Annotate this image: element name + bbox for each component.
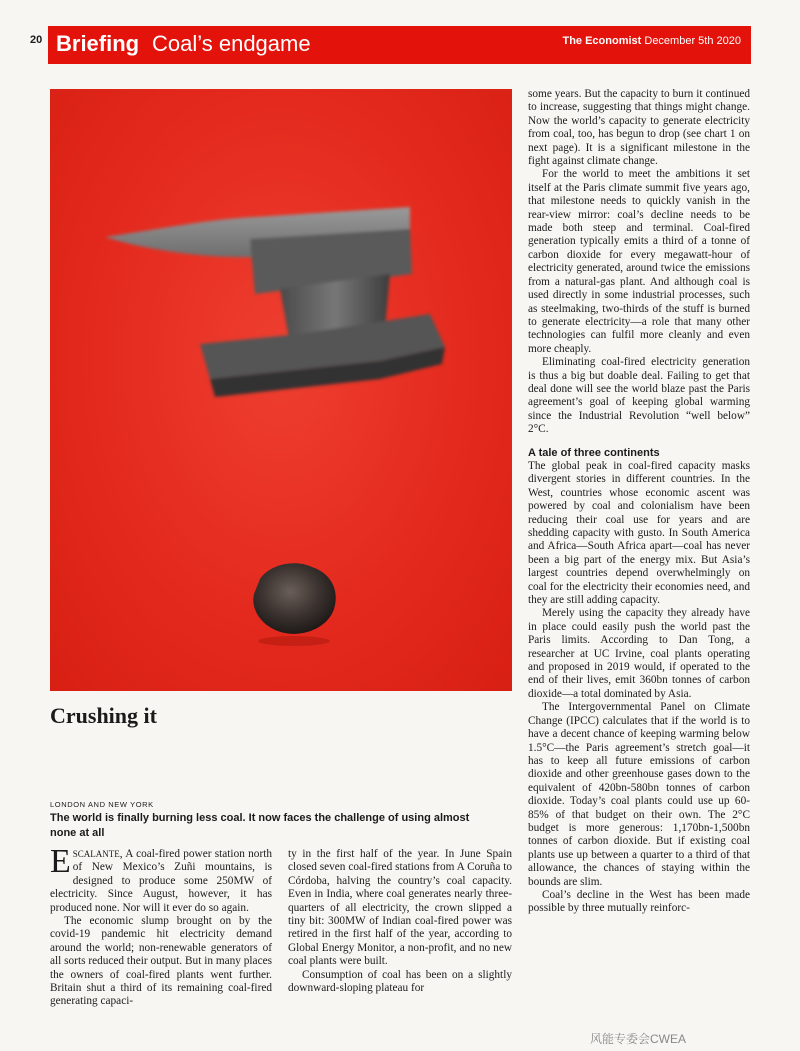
issue-date: December 5th 2020: [644, 35, 741, 47]
subheading: A tale of three continents: [528, 446, 660, 459]
paragraph: Merely using the capacity they already have in place could easily push the world past the Paris limits. According to Dan Tong, a researcher at UC Irvine, coal plants operating and proposed in 2019 would, if operated to the end of their lives, emit 360bn tonnes of carbon dioxide—a total dominated by Asia.: [528, 607, 750, 700]
drop-cap: E: [50, 843, 71, 880]
article-column-3: [528, 88, 750, 916]
paragraph: The global peak in coal-fired capacity masks divergent stories in different countries. In the West, countries whose economic ascent was powered by coal and colonialism have been reducing their coal use for years and are shedding capacity with gusto. In South America and Africa—South Africa apart—coal has never been a big part of the energy mix. But Asia’s largest countries depend overwhelmingly on coal for the electricity their economies need, and they are still adding capacity.: [528, 459, 750, 607]
anvil-icon: [105, 207, 445, 397]
article-headline: Crushing it: [50, 703, 157, 728]
page-number: 20: [30, 34, 43, 46]
paragraph: Consumption of coal has been on a slightly downward-sloping plateau for: [288, 968, 512, 995]
paragraph-text: , A coal-fired power station north of New Mexico’s Zuñi mountains, is designed to produce some 250MW of electricity. Since August, however, it has produced none. Nor will it ever do so again.: [50, 848, 272, 914]
lead-small-caps: SCALANTE: [72, 849, 120, 859]
article-column-2: [288, 848, 512, 995]
article-dateline: LONDON AND NEW YORK: [50, 800, 154, 809]
lead-photo: [50, 89, 512, 691]
publication-name: The Economist: [562, 35, 642, 47]
section-label: Briefing: [56, 31, 140, 56]
anvil-illustration: [50, 89, 512, 691]
watermark: 风能专委会CWEA: [590, 1032, 687, 1046]
paragraph: [50, 843, 272, 915]
publication-info: [562, 35, 741, 47]
paragraph: The Intergovernmental Panel on Climate Change (IPCC) calculates that if the world is to have a decent chance of keeping warming below 1.5°C—the Paris agreement’s stretch goal—it has to keep all future emissions of carbon dioxide and other greenhouse gases down to the equivalent of 420bn-580bn tonnes of carbon dioxide. Today’s coal plants could use up 60-85% of that budget on their own. The 2°C budget is more generous: 1,170bn-1,500bn tonnes of carbon dioxide. But if existing coal plants use up between a quarter to a third of that allowance, the chances of staying within the bounds are slim.: [528, 701, 750, 888]
section-banner: [48, 26, 751, 64]
paragraph: Coal’s decline in the West has been made possible by three mutually reinforc-: [528, 888, 750, 915]
paragraph: Eliminating coal-fired electricity generation is thus a big but doable deal. Failing to get that deal done will see the world blaze past the Paris agreement’s goal of keeping global warming since the Industrial Revolution “well below” 2°C.: [528, 356, 750, 436]
paragraph: some years. But the capacity to burn it continued to increase, suggesting that things might change. Now the world’s capacity to generate electricity from coal, too, has begun to drop (see chart 1 on next page). It is a significant milestone in the fight against climate change.: [528, 88, 750, 168]
section-topic: Coal’s endgame: [152, 31, 311, 56]
paragraph: The economic slump brought on by the covid-19 pandemic hit electricity demand around the world; non-renewable generators of all sorts reduced their output. But in many places the owners of coal-fired plants went further. Britain shut a third of its remaining coal-fired generating capaci-: [50, 915, 272, 1008]
article-standfirst: The world is finally burning less coal. It now faces the challenge of using almost none at all: [50, 812, 470, 839]
coal-lump-icon: [253, 563, 335, 646]
paragraph: For the world to meet the ambitions it set itself at the Paris climate summit five years ago, that milestone needs to quickly vanish in the rear-view mirror: coal’s decline needs to be made both steep and terminal. Coal-fired generation typically emits a third of a tonne of carbon dioxide for every megawatt-hour of electricity generated, around twice the emissions from a natural-gas plant. And although coal is used directly in some industrial processes, such as steelmaking, two-thirds of the stuff is burned to generate electricity—a role that many other technologies can fulfil more cleanly and even more cheaply.: [528, 168, 750, 355]
paragraph: ty in the first half of the year. In June Spain closed seven coal-fired stations from A Coruña to Córdoba, halving the country’s coal capacity. Even in India, where coal generates nearly three-quarters of all electricity, the crown slipped a tiny bit: 300MW of Indian coal-fired power was retired in the first half of the year, according to Global Energy Monitor, a non-profit, and no new coal plants were built.: [288, 848, 512, 968]
article-column-1: [50, 843, 272, 1009]
